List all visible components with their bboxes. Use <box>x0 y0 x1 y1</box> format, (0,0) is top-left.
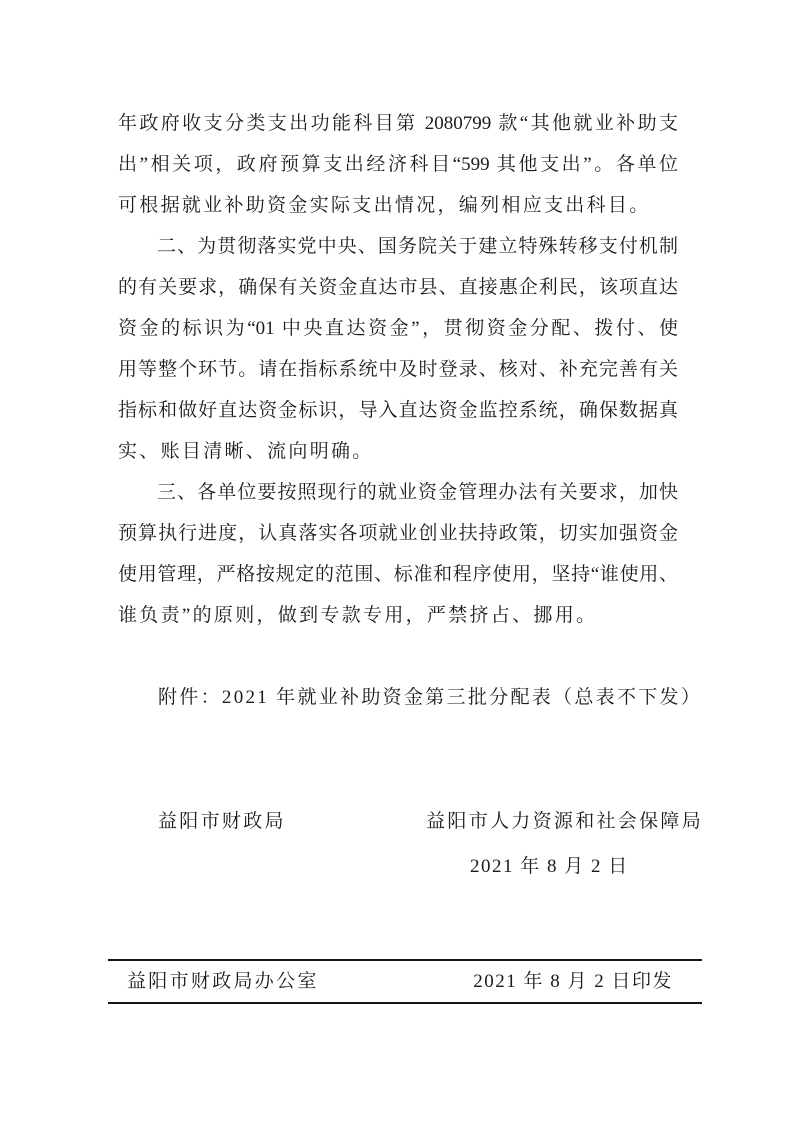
text-line: 预算执行进度，认真落实各项就业创业扶持政策，切实加强资金 <box>118 523 678 544</box>
text-line: 的有关要求，确保有关资金直达市县、直接惠企利民，该项直达 <box>118 277 678 298</box>
footer-row <box>0 961 793 1002</box>
text-line: 资金的标识为“01 中央直达资金”，贯彻资金分配、拨付、使 <box>118 318 678 339</box>
signature-right-org: 益阳市人力资源和社会保障局 <box>426 811 703 832</box>
signature-left-org: 益阳市财政局 <box>158 811 286 832</box>
text-line: 指标和做好直达资金标识，导入直达资金监控系统，确保数据真 <box>118 400 678 421</box>
signature-date: 2021 年 8 月 2 日 <box>470 856 629 877</box>
text-line: 可根据就业补助资金实际支出情况，编列相应支出科目。 <box>118 195 651 216</box>
attachment-line: 附件：2021 年就业补助资金第三批分配表（总表不下发） <box>158 687 703 708</box>
text-line: 实、账目清晰、流向明确。 <box>118 441 374 462</box>
text-line: 出”相关项，政府预算支出经济科目“599 其他支出”。各单位 <box>118 154 678 175</box>
signature-row <box>0 801 793 842</box>
text-line: 使用管理，严格按规定的范围、标准和程序使用，坚持“谁使用、 <box>118 564 678 585</box>
text-line: 谁负责”的原则，做到专款专用，严禁挤占、挪用。 <box>118 605 598 626</box>
text-line: 二、为贯彻落实党中央、国务院关于建立特殊转移支付机制 <box>157 236 678 257</box>
footer-issuing-office: 益阳市财政局办公室 <box>127 971 319 992</box>
text-line: 年政府收支分类支出功能科目第 2080799 款“其他就业补助支 <box>118 113 678 134</box>
footer-print-date: 2021 年 8 月 2 日印发 <box>473 971 673 992</box>
footer-rule-bottom <box>108 1002 702 1004</box>
body-text <box>118 103 678 636</box>
text-line: 用等整个环节。请在指标系统中及时登录、核对、补充完善有关 <box>118 359 678 380</box>
text-line: 三、各单位要按照现行的就业资金管理办法有关要求，加快 <box>157 482 678 503</box>
